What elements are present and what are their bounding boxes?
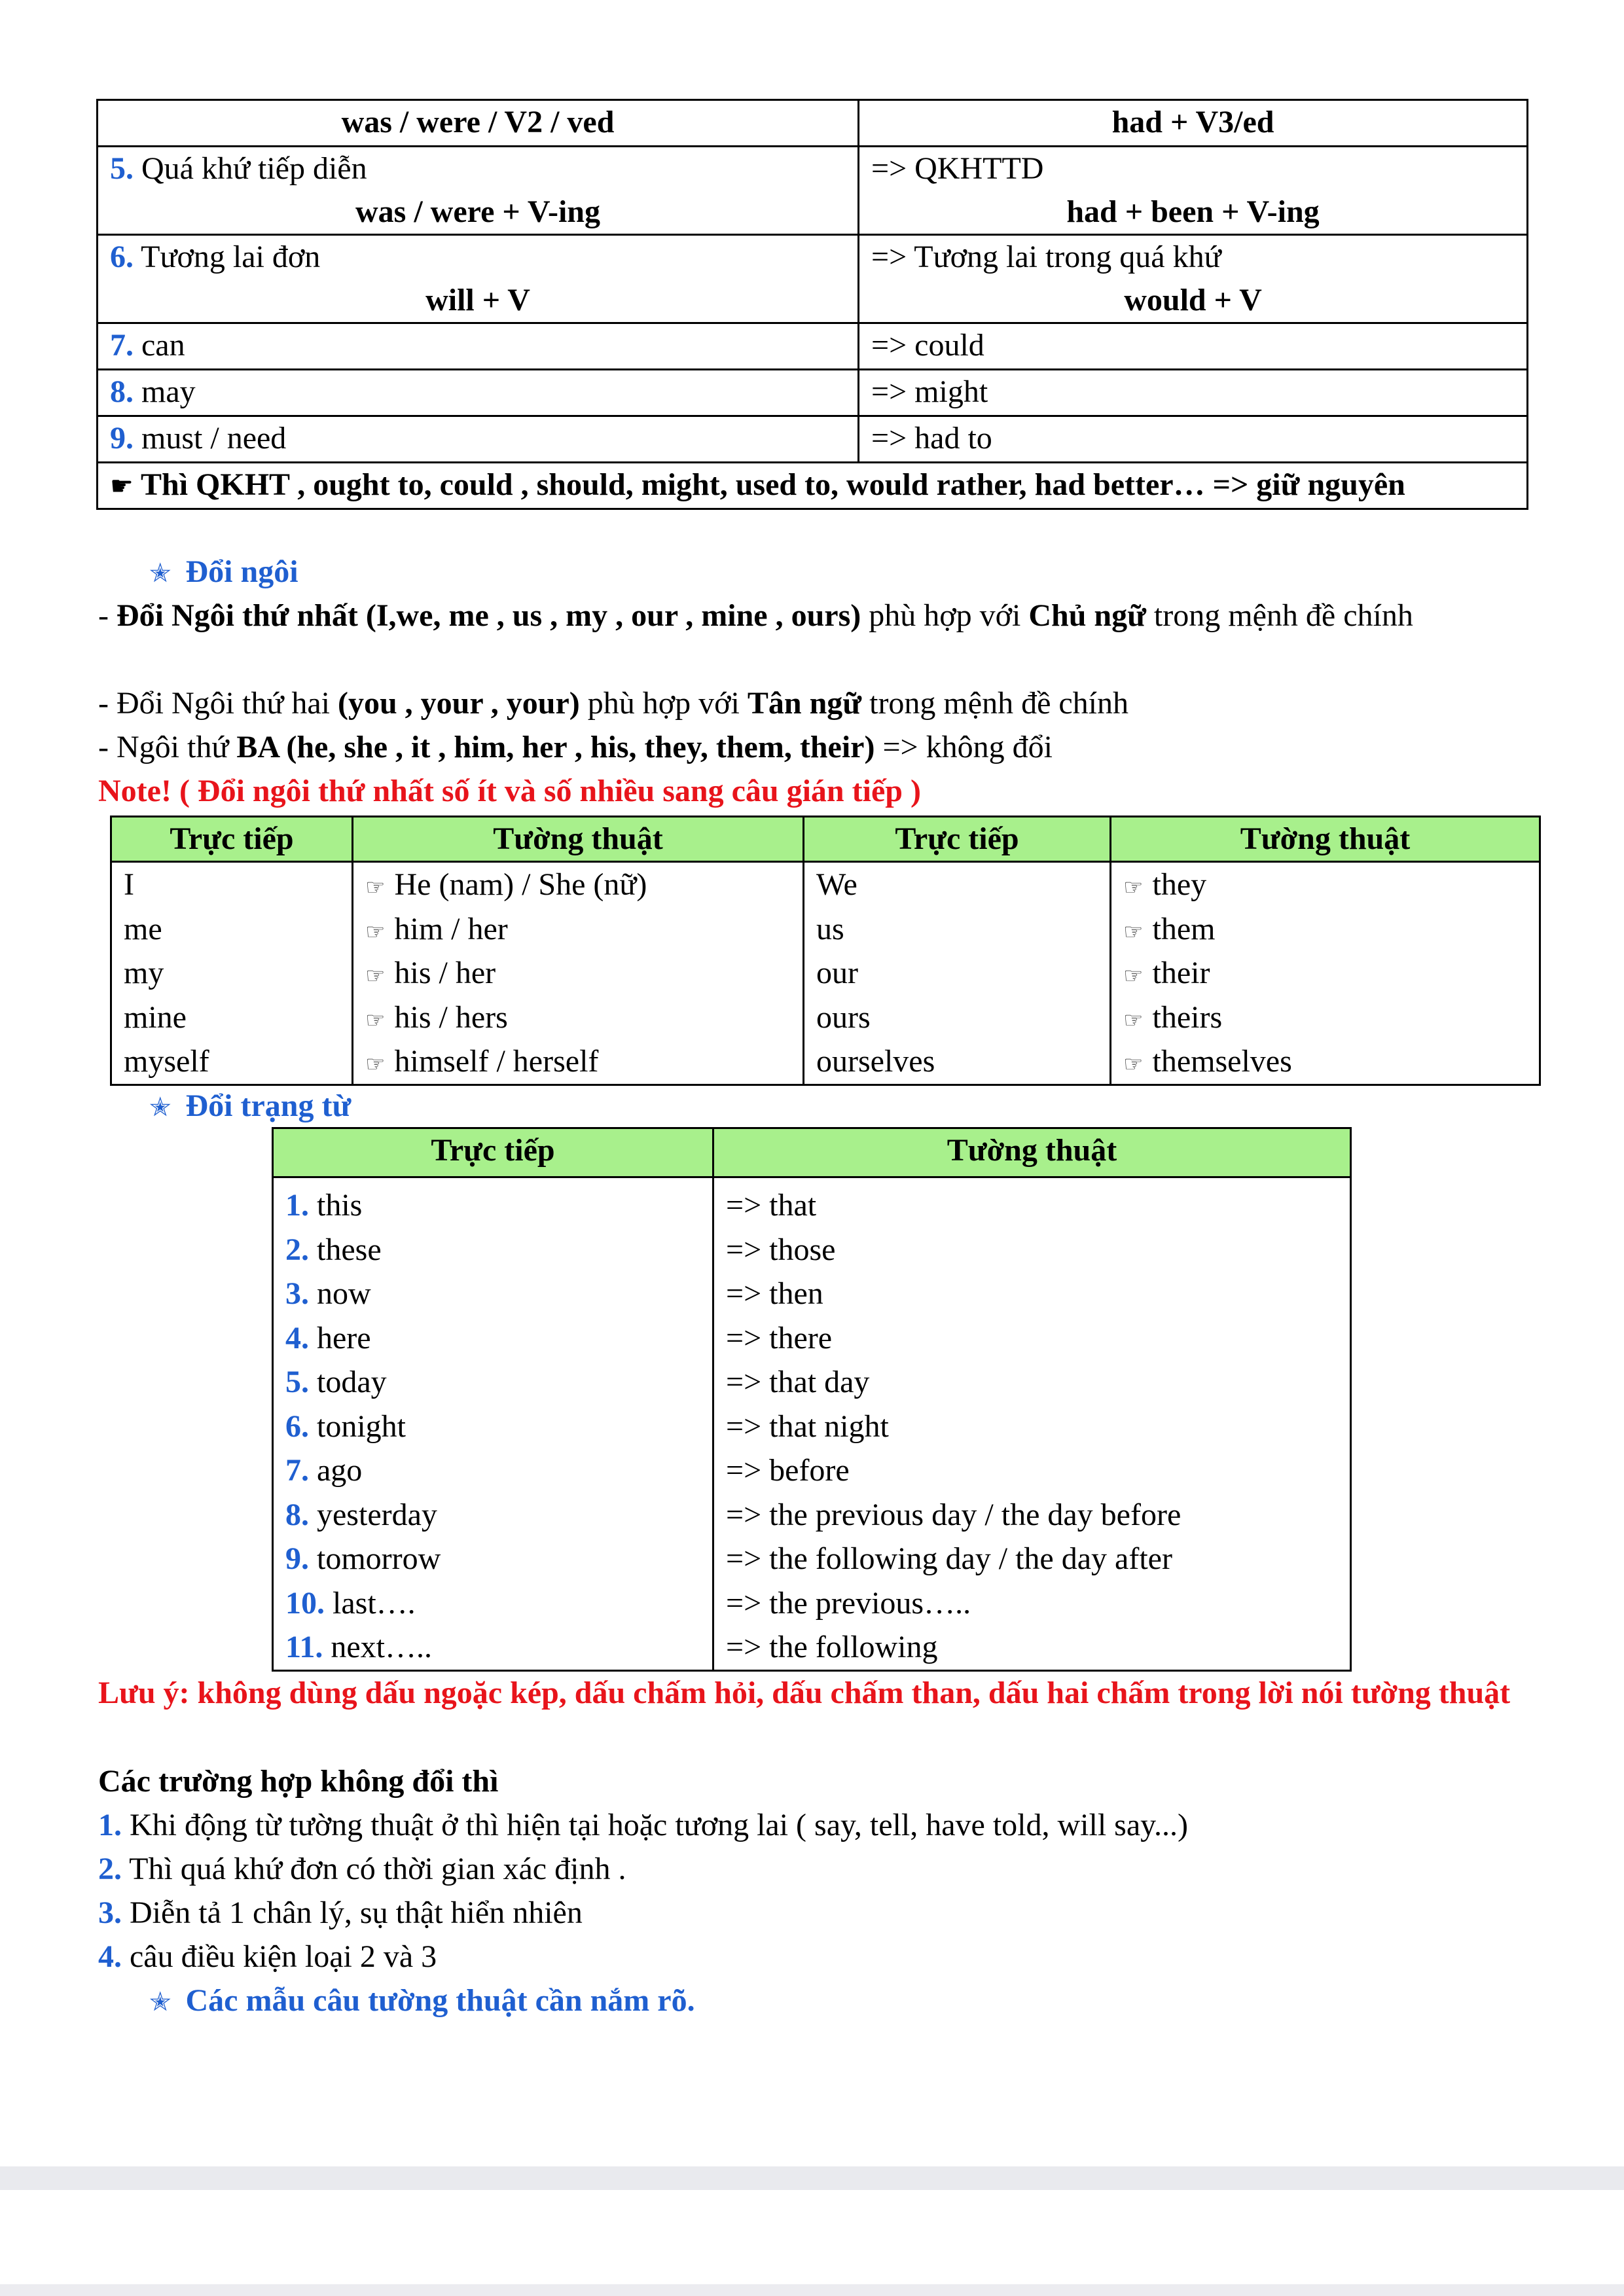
star-icon: ✭ xyxy=(149,558,171,588)
pronoun: us xyxy=(816,911,844,946)
rule-text: - Ngôi thứ xyxy=(98,730,237,764)
adverb-direct-item xyxy=(285,1360,700,1405)
table-row xyxy=(98,370,1528,416)
rule-bold-text: (you , your , your) xyxy=(337,686,580,721)
case-text: Thì quá khứ đơn có thời gian xác định . xyxy=(129,1852,626,1886)
modal-verb: may xyxy=(141,374,196,409)
pronoun: my xyxy=(124,956,164,990)
pronoun: their xyxy=(1152,956,1210,990)
rule-bold-text: BA (he, she , it , him, her , his, they, them, their) xyxy=(236,730,875,764)
rule-text: - Đổi Ngôi thứ hai xyxy=(98,686,338,721)
tense-formula: will + V xyxy=(425,283,530,317)
column-header: Trực tiếp xyxy=(273,1128,713,1177)
table-row xyxy=(98,100,1528,147)
tense-title: => QKHTTD xyxy=(871,151,1044,186)
table-row xyxy=(111,862,1540,1085)
adverb-reported: => the following day / the day after xyxy=(726,1541,1172,1576)
rule-text: trong mệnh đề chính xyxy=(1146,598,1413,633)
tense-formula: would + V xyxy=(1124,283,1262,317)
row-number: 10. xyxy=(285,1585,325,1621)
hand-icon: ☞ xyxy=(365,963,386,989)
table-row xyxy=(98,463,1528,509)
case-number: 4. xyxy=(98,1939,122,1974)
row-number: 4. xyxy=(285,1320,309,1355)
rule-bold-text: Đổi Ngôi thứ nhất (I,we, me , us , my , our , mine , ours) xyxy=(116,598,861,633)
pronoun: him / her xyxy=(394,911,508,946)
modal-verb-reported: => had to xyxy=(871,421,992,456)
row-number: 1. xyxy=(285,1188,309,1223)
pronoun: me xyxy=(124,911,162,946)
adverb-change-table xyxy=(272,1127,1352,1672)
case-number: 3. xyxy=(98,1895,122,1930)
adverb-direct: today xyxy=(317,1365,387,1399)
pronoun: mine xyxy=(124,999,187,1035)
pronoun: theirs xyxy=(1152,999,1223,1035)
pronoun-rule-third-person xyxy=(98,725,1053,769)
adverb-direct: next….. xyxy=(331,1630,432,1664)
punctuation-note: Lưu ý: không dùng dấu ngoặc kép, dấu chấm hỏi, dấu chấm than, dấu hai chấm trong lời nói tường thuật xyxy=(98,1676,1511,1710)
page-bottom-band xyxy=(0,2166,1624,2190)
adverb-direct-item xyxy=(285,1272,700,1316)
adverb-reported: => the following xyxy=(726,1630,938,1664)
section-heading-pronouns xyxy=(149,550,298,596)
pronoun-note: Note! ( Đổi ngôi thứ nhất số ít và số nhiều sang câu gián tiếp ) xyxy=(98,774,921,808)
column-header: Tường thuật xyxy=(353,817,804,862)
pronoun: himself / herself xyxy=(394,1044,599,1079)
row-number: 5. xyxy=(285,1365,309,1399)
cases-heading: Các trường hợp không đổi thì xyxy=(98,1764,499,1799)
adverb-direct: ago xyxy=(317,1453,363,1488)
pronoun: We xyxy=(816,867,857,902)
rule-text: trong mệnh đề chính xyxy=(861,686,1129,721)
final-heading xyxy=(149,1979,695,2024)
adverb-direct-item xyxy=(285,1537,700,1581)
table-row xyxy=(273,1177,1351,1671)
adverb-direct: here xyxy=(317,1320,371,1355)
case-text: câu điều kiện loại 2 và 3 xyxy=(130,1939,437,1974)
rule-text: phù hợp với xyxy=(579,686,748,721)
pronoun: them xyxy=(1152,911,1216,946)
case-item xyxy=(98,1891,583,1935)
row-number: 11. xyxy=(285,1630,323,1664)
table-row xyxy=(98,416,1528,463)
adverb-reported: => that day xyxy=(726,1365,870,1399)
rule-text: phù hợp với xyxy=(861,598,1029,633)
hand-icon: ☞ xyxy=(1123,963,1144,989)
unchanged-tense-note: Thì QKHT , ought to, could , should, might, used to, would rather, had better… => giữ nguyên xyxy=(141,467,1405,502)
adverb-reported: => there xyxy=(726,1320,833,1355)
pronoun: myself xyxy=(124,1044,209,1079)
hand-icon: ☞ xyxy=(365,874,386,901)
pronoun: his / hers xyxy=(394,999,508,1035)
direct-pronoun-column xyxy=(804,862,1111,1085)
adverb-reported: => before xyxy=(726,1453,850,1488)
table-row xyxy=(98,323,1528,370)
row-number: 7. xyxy=(285,1453,309,1488)
page-gap xyxy=(0,2190,1624,2296)
adverb-direct: tomorrow xyxy=(317,1541,441,1576)
pronoun: our xyxy=(816,956,858,990)
row-number: 8. xyxy=(285,1497,309,1532)
hand-icon: ☞ xyxy=(365,1007,386,1033)
table-header-row xyxy=(273,1128,1351,1177)
row-number: 5. xyxy=(110,151,134,186)
row-number: 8. xyxy=(110,374,134,409)
reported-pronoun-column xyxy=(1111,862,1540,1085)
adverb-direct-item xyxy=(285,1581,700,1626)
pronoun: themselves xyxy=(1152,1044,1292,1079)
case-item xyxy=(98,1935,437,1979)
case-item xyxy=(98,1847,626,1891)
table-row xyxy=(98,235,1528,323)
pronoun: ourselves xyxy=(816,1044,935,1079)
row-number: 2. xyxy=(285,1232,309,1267)
pronoun: I xyxy=(124,867,134,902)
hand-icon: ☞ xyxy=(1123,874,1144,901)
adverb-direct-item xyxy=(285,1228,700,1272)
adverb-reported: => then xyxy=(726,1276,823,1311)
tense-formula: was / were / V2 / ved xyxy=(341,105,615,139)
pronoun-change-table xyxy=(110,816,1541,1086)
pronoun-rule-first-person xyxy=(98,594,1538,637)
modal-verb-reported: => might xyxy=(871,374,988,409)
tense-change-table xyxy=(96,99,1528,510)
adverb-reported: => those xyxy=(726,1232,836,1267)
section-title: Các mẫu câu tường thuật cần nắm rõ. xyxy=(185,1983,695,2018)
reported-adverb-column xyxy=(713,1177,1351,1671)
row-number: 6. xyxy=(110,240,134,274)
case-number: 2. xyxy=(98,1852,122,1886)
row-number: 7. xyxy=(110,328,134,363)
adverb-direct-item xyxy=(285,1493,700,1537)
hand-icon: ☞ xyxy=(365,918,386,945)
adverb-reported: => the previous….. xyxy=(726,1585,971,1621)
row-number: 6. xyxy=(285,1408,309,1444)
rule-bold-text: Tân ngữ xyxy=(747,686,862,721)
star-icon: ✭ xyxy=(149,1092,171,1122)
case-number: 1. xyxy=(98,1808,122,1842)
table-header-row xyxy=(111,817,1540,862)
hand-icon: ☞ xyxy=(1123,918,1144,945)
rule-bold-text: Chủ ngữ xyxy=(1028,598,1146,633)
adverb-reported: => the previous day / the day before xyxy=(726,1497,1182,1532)
modal-verb: must / need xyxy=(141,421,287,456)
tense-formula: had + been + V-ing xyxy=(1066,194,1320,229)
row-number: 3. xyxy=(285,1276,309,1311)
column-header: Trực tiếp xyxy=(111,817,353,862)
adverb-direct: last…. xyxy=(333,1585,416,1621)
hand-icon: ☞ xyxy=(1123,1051,1144,1077)
row-number: 9. xyxy=(110,421,134,456)
adverb-direct: this xyxy=(317,1188,363,1223)
adverb-direct-item xyxy=(285,1448,700,1493)
table-row xyxy=(98,147,1528,235)
tense-title: => Tương lai trong quá khứ xyxy=(871,240,1221,274)
tense-title: Tương lai đơn xyxy=(141,240,321,274)
section-title: Đổi trạng từ xyxy=(185,1088,352,1123)
case-item xyxy=(98,1803,1188,1847)
adverb-direct: these xyxy=(317,1232,382,1267)
adverb-direct-item xyxy=(285,1625,700,1670)
adverb-direct-item xyxy=(285,1183,700,1228)
direct-pronoun-column xyxy=(111,862,353,1085)
page-bottom-band xyxy=(0,2284,1624,2296)
column-header: Trực tiếp xyxy=(804,817,1111,862)
column-header: Tường thuật xyxy=(1111,817,1540,862)
section-title: Đổi ngôi xyxy=(185,554,298,589)
star-icon: ✭ xyxy=(149,1987,171,2017)
pronoun: He (nam) / She (nữ) xyxy=(394,867,647,902)
case-text: Khi động từ tường thuật ở thì hiện tại hoặc tương lai ( say, tell, have told, will say...) xyxy=(130,1808,1189,1842)
adverb-reported: => that xyxy=(726,1188,817,1223)
column-header: Tường thuật xyxy=(713,1128,1351,1177)
hand-icon: ☞ xyxy=(365,1051,386,1077)
tense-title: Quá khứ tiếp diễn xyxy=(141,151,367,186)
adverb-direct-item xyxy=(285,1316,700,1361)
tense-formula: had + V3/ed xyxy=(1111,105,1274,139)
hand-icon: ☞ xyxy=(1123,1007,1144,1033)
section-heading-adverbs xyxy=(149,1084,351,1130)
case-text: Diễn tả 1 chân lý, sụ thật hiển nhiên xyxy=(130,1895,583,1930)
adverb-direct: yesterday xyxy=(317,1497,437,1532)
pronoun: they xyxy=(1152,867,1207,902)
direct-adverb-column xyxy=(273,1177,713,1671)
adverb-direct: tonight xyxy=(317,1408,406,1444)
pronoun-rule-second-person xyxy=(98,681,1128,725)
adverb-direct: now xyxy=(317,1276,371,1311)
rule-text: => không đổi xyxy=(875,730,1053,764)
adverb-reported: => that night xyxy=(726,1408,889,1444)
modal-verb: can xyxy=(141,328,185,363)
modal-verb-reported: => could xyxy=(871,328,984,363)
row-number: 9. xyxy=(285,1541,309,1576)
pronoun: ours xyxy=(816,999,871,1035)
reported-pronoun-column xyxy=(353,862,804,1085)
tense-formula: was / were + V-ing xyxy=(355,194,600,229)
adverb-direct-item xyxy=(285,1405,700,1449)
pronoun: his / her xyxy=(394,956,496,990)
hand-pointing-icon: ☛ xyxy=(110,471,134,501)
rule-text: - xyxy=(98,598,117,633)
